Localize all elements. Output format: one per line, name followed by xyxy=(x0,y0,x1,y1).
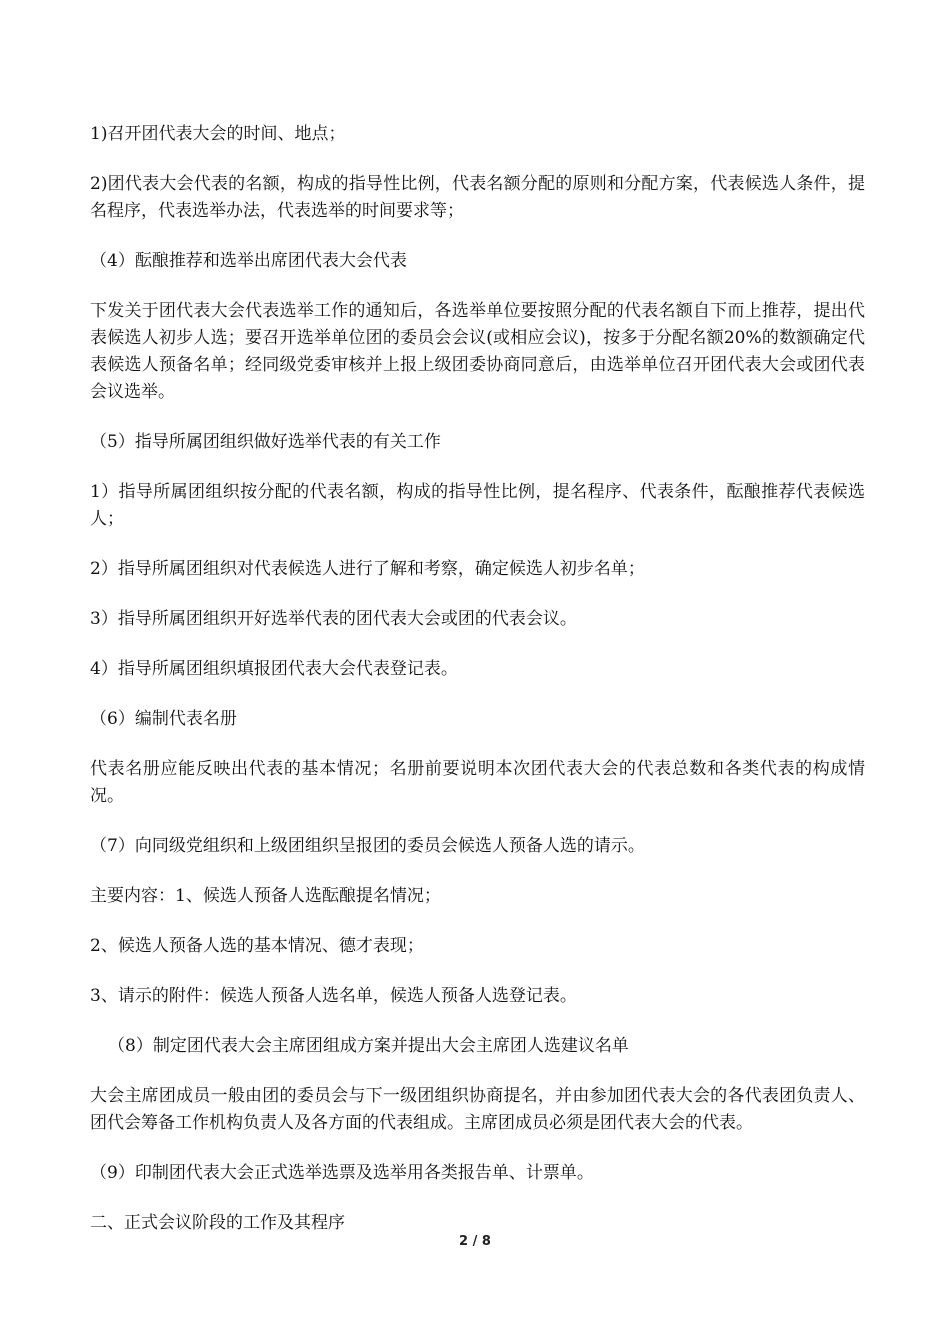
paragraph-5: 2）指导所属团组织对代表候选人进行了解和考察，确定候选人初步名单； xyxy=(90,559,645,579)
paragraph-2: 2)团代表大会代表的名额，构成的指导性比例，代表名额分配的原则和分配方案，代表候选人条件，提名程序，代表选举办法，代表选举的时间要求等； xyxy=(90,174,865,221)
paragraph-11: 3、请示的附件：候选人预备人选名单，候选人预备人选登记表。 xyxy=(90,986,577,1006)
paragraph-8: 代表名册应能反映出代表的基本情况；名册前要说明本次团代表大会的代表总数和各类代表的构成情况。 xyxy=(90,759,865,806)
document-body xyxy=(90,121,865,1260)
paragraph-10: 2、候选人预备人选的基本情况、德才表现； xyxy=(90,936,424,956)
paragraph-9: 主要内容：1、候选人预备人选酝酿提名情况； xyxy=(90,886,441,906)
paragraph-3: 下发关于团代表大会代表选举工作的通知后，各选举单位要按照分配的代表名额自下而上推荐，提出代表候选人初步人选；要召开选举单位团的委员会会议(或相应会议)，按多于分配名额20%的数额确定代表候选人预备名单；经同级党委审核并上报上级团委协商同意后，由选举单位召开团代表大会或团代表会议选举。 xyxy=(90,301,865,402)
section-heading-5: （5）指导所属团组织做好选举代表的有关工作 xyxy=(90,432,441,452)
section-heading-9: （9）印制团代表大会正式选举选票及选举用各类报告单、计票单。 xyxy=(90,1163,594,1183)
paragraph-12: 大会主席团成员一般由团的委员会与下一级团组织协商提名，并由参加团代表大会的各代表团负责人、团代会筹备工作机构负责人及各方面的代表组成。主席团成员必须是团代表大会的代表。 xyxy=(90,1086,865,1133)
paragraph-7: 4）指导所属团组织填报团代表大会代表登记表。 xyxy=(90,659,458,679)
section-heading-6: （6）编制代表名册 xyxy=(90,709,237,729)
section-heading-7: （7）向同级党组织和上级团组织呈报团的委员会候选人预备人选的请示。 xyxy=(90,836,645,856)
paragraph-6: 3）指导所属团组织开好选举代表的团代表大会或团的代表会议。 xyxy=(90,609,577,629)
section-heading-part-2: 二、正式会议阶段的工作及其程序 xyxy=(90,1213,345,1233)
paragraph-1: 1)召开团代表大会的时间、地点； xyxy=(90,124,346,144)
page-number: 2 / 8 xyxy=(459,1234,491,1249)
paragraph-4: 1）指导所属团组织按分配的代表名额，构成的指导性比例，提名程序、代表条件，酝酿推荐代表候选人； xyxy=(90,482,865,529)
section-heading-8: （8）制定团代表大会主席团组成方案并提出大会主席团人选建议名单 xyxy=(108,1036,629,1056)
section-heading-4: （4）酝酿推荐和选举出席团代表大会代表 xyxy=(90,251,407,271)
